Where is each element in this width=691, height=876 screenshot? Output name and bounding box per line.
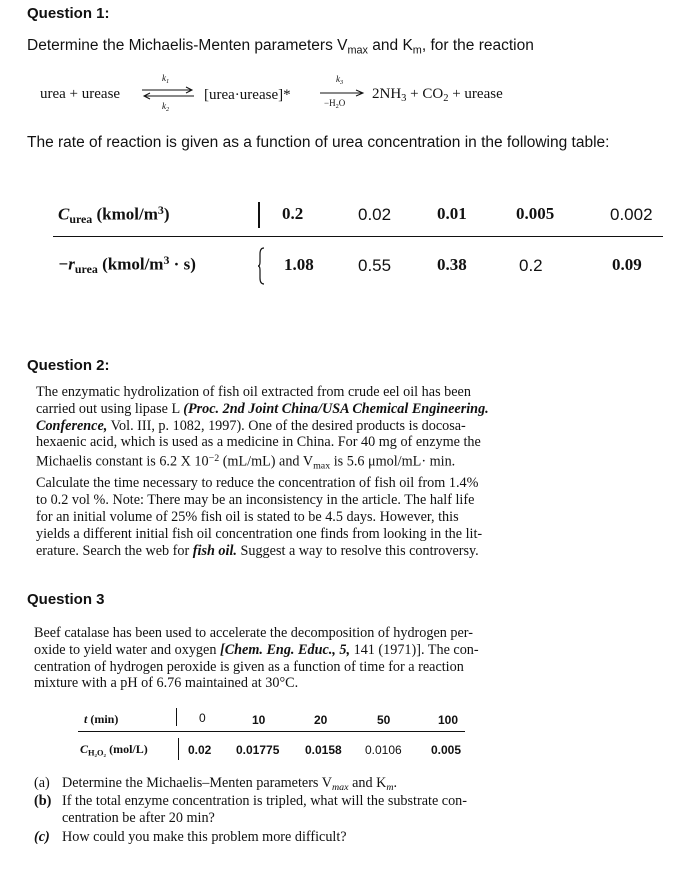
text-line: oxide to yield water and oxygen [Chem. Eng. Educ., 5, 141 (1971)]. The con- xyxy=(34,641,479,658)
text-line: yields a different initial fish oil concentration one finds from looking in the lit- xyxy=(36,525,483,542)
table-cell: 0.09 xyxy=(612,255,642,274)
double-arrow-icon xyxy=(140,85,196,101)
table-cell: 0.01 xyxy=(437,204,467,223)
question-2-body xyxy=(36,384,556,559)
table-cell: 100 xyxy=(438,713,459,727)
text-line: Beef catalase has been used to accelerate the decomposition of hydrogen per- xyxy=(34,625,473,641)
peroxide-concentration-label: $C_{H_2O_2}$ (mol/L) xyxy=(80,742,148,758)
table-divider xyxy=(178,738,179,760)
prompt-part: Determine the Michaelis-Menten parameters V xyxy=(27,37,348,54)
table-cell: 10 xyxy=(252,713,266,727)
table-rule xyxy=(53,236,663,237)
rate-statement: The rate of reaction is given as a function of urea concentration in the following table: xyxy=(27,134,610,151)
prompt-part: and K xyxy=(367,37,413,54)
prompt-part: , for the reaction xyxy=(421,37,534,54)
question-2-heading: Question 2: xyxy=(27,357,110,374)
table-cell: 0.002 xyxy=(610,205,653,224)
text-line: Calculate the time necessary to reduce the concentration of fish oil from 1.4% xyxy=(36,475,479,492)
table-cell: 0.2 xyxy=(282,204,304,223)
text-line: carried out using lipase L (Proc. 2nd Joint China/USA Chemical Engineering. xyxy=(36,400,489,417)
table-cell: 0.02 xyxy=(358,205,392,224)
time-label: t (min) xyxy=(84,712,119,726)
table-rule xyxy=(78,731,465,732)
reaction-products: $2NH_3 + CO_2$ + urease xyxy=(372,86,503,105)
water-loss-label: $-H_2O$ xyxy=(324,98,346,110)
part-b-line: If the total enzyme concentration is tripled, what will the substrate con- xyxy=(62,793,468,809)
k1-label: $k_1$ xyxy=(162,73,170,85)
table-cell: 0.01775 xyxy=(236,743,280,757)
brace-divider-icon xyxy=(257,246,267,286)
table-cell: 0.02 xyxy=(188,743,212,757)
part-b-line: centration be after 20 min? xyxy=(62,810,215,826)
part-c-label: (c) xyxy=(34,829,50,845)
table-cell: 0 xyxy=(199,711,206,725)
text-line: The enzymatic hydrolization of fish oil extracted from crude eel oil has been xyxy=(36,384,471,400)
table-cell: 50 xyxy=(377,713,391,727)
question-1-heading: Question 1: xyxy=(27,5,110,22)
k3-label: $k_3$ xyxy=(336,74,344,86)
text-line: mixture with a pH of 6.76 maintained at 30°C. xyxy=(34,675,299,692)
table-cell: 0.0158 xyxy=(305,743,342,757)
question-3-body xyxy=(34,625,524,692)
urea-concentration-label: $C_{urea}$ $(kmol/m^3)$ xyxy=(58,203,170,226)
text-line: centration of hydrogen peroxide is given as a function of time for a reaction xyxy=(34,658,464,675)
forward-arrow xyxy=(318,76,366,112)
table-cell: 0.38 xyxy=(437,255,467,274)
table-cell: 0.0106 xyxy=(365,743,402,757)
k2-label: $k_2$ xyxy=(162,101,170,113)
km-subscript: m xyxy=(412,44,422,57)
text-line: Michaelis constant is 6.2 X $10^{-2}$ (mL/mL) and $V_{max}$ is 5.6 μmol/mL· min. xyxy=(36,453,456,472)
table-cell: 0.2 xyxy=(519,256,543,275)
reaction-reactants: urea + urease xyxy=(40,86,121,102)
part-c-text: How could you make this problem more difficult? xyxy=(62,829,347,845)
text-line: for an initial volume of 25% fish oil is stated to be 4.5 days. However, this xyxy=(36,509,459,526)
part-a-text: Determine the Michaelis–Menten parameters $V_{max}$ and $K_m$. xyxy=(62,775,398,793)
equilibrium-arrows xyxy=(140,75,196,111)
part-b-label: (b) xyxy=(34,793,52,809)
reaction-rate-label: $-r_{urea}$ $(kmol/m^3 \cdot s)$ xyxy=(58,253,196,276)
text-line: hexaenic acid, which is used as a medicine in China. For 40 mg of enzyme the xyxy=(36,434,481,451)
text-line: erature. Search the web for fish oil. Suggest a way to resolve this controversy. xyxy=(36,542,479,559)
question-3-heading: Question 3 xyxy=(27,591,105,608)
text-line: Conference, Vol. III, p. 1082, 1997). One of the desired products is docosa- xyxy=(36,417,466,434)
table-cell: 0.005 xyxy=(516,204,555,223)
enzyme-complex: [urea·urease]* xyxy=(204,87,291,103)
text-line: to 0.2 vol %. Note: There may be an inconsistency in the article. The half life xyxy=(36,492,475,509)
part-a-label: (a) xyxy=(34,775,50,791)
table-cell: 0.55 xyxy=(358,256,392,275)
table-divider xyxy=(176,708,177,726)
question-1-prompt xyxy=(27,37,534,56)
table-divider xyxy=(258,202,260,228)
table-cell: 1.08 xyxy=(284,255,314,274)
right-arrow-icon xyxy=(318,88,366,98)
table-cell: 0.005 xyxy=(431,743,462,757)
vmax-subscript: max xyxy=(347,44,368,57)
table-cell: 20 xyxy=(314,713,328,727)
